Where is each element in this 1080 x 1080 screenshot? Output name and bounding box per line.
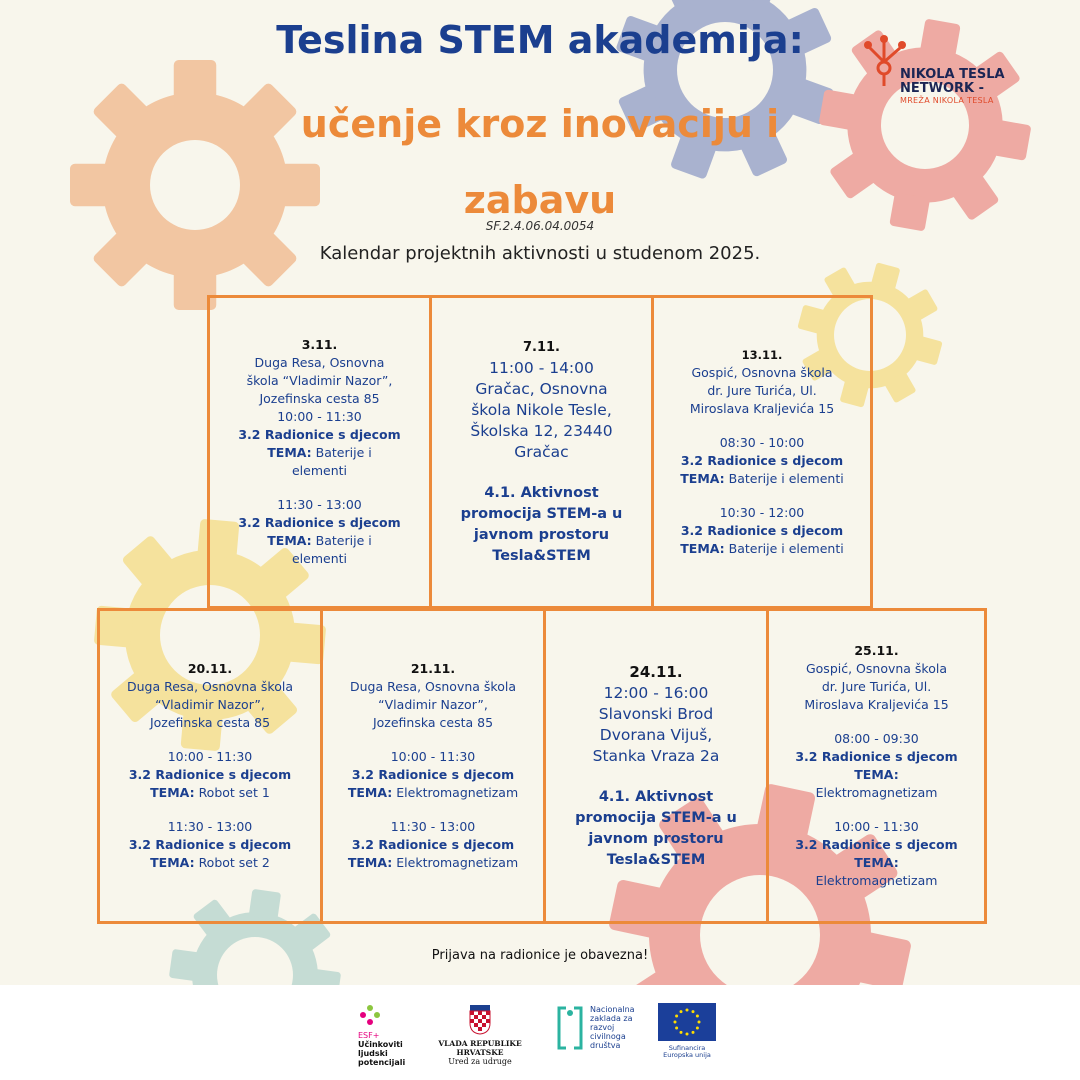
tema-label: TEMA: <box>267 533 312 548</box>
esf-text: ljudski <box>358 1049 388 1058</box>
eu-text: Europska unija <box>663 1051 711 1059</box>
tema-label: TEMA: <box>150 785 195 800</box>
nzrcd-text: društva <box>590 1041 621 1050</box>
event-activity: 3.2 Radionice s djecom <box>680 523 844 538</box>
event-activity: 3.2 Radionice s djecom <box>238 515 401 530</box>
eu-text: Sufinancira <box>668 1044 706 1052</box>
event-topic: Baterije i <box>315 445 372 460</box>
event-time: 08:30 - 10:00 <box>719 435 805 450</box>
event-location: Duga Resa, Osnovna škola <box>126 679 293 694</box>
event-location: škola “Vladimir Nazor”, <box>246 373 393 388</box>
event-location: Jozefinska cesta 85 <box>259 391 380 406</box>
event-location: Duga Resa, Osnovna škola <box>349 679 516 694</box>
event-date: 3.11. <box>301 337 338 352</box>
event-time: 08:00 - 09:30 <box>834 731 919 746</box>
event-topic: Elektromagnetizam <box>815 785 938 800</box>
event-location: Miroslava Kraljevića 15 <box>804 697 949 712</box>
event-topic: elementi <box>291 463 348 478</box>
event-location: Gračac, Osnovna <box>475 380 608 398</box>
logo-subtext: MREŽA NIKOLA TESLA <box>900 96 994 105</box>
registration-note: Prijava na radionice je obavezna! <box>431 948 649 963</box>
event-activity: 4.1. Aktivnost <box>598 788 714 805</box>
event-location: dr. Jure Turića, Ul. <box>707 383 817 398</box>
government-text: Ured za udruge <box>448 1057 512 1066</box>
event-topic: Baterije i elementi <box>728 541 844 556</box>
event-date: 20.11. <box>187 661 233 676</box>
event-location: Duga Resa, Osnovna <box>254 355 385 370</box>
event-activity: 3.2 Radionice s djecom <box>351 837 515 852</box>
esf-star-icon <box>358 1003 382 1027</box>
esf-text: potencijali <box>358 1058 406 1067</box>
event-cell-21-11 <box>320 608 546 924</box>
nzrcd-text: razvoj <box>590 1023 615 1032</box>
project-code: SF.2.4.06.04.0054 <box>485 219 595 233</box>
event-date: 7.11. <box>522 340 560 355</box>
event-location: Gospić, Osnovna škola <box>691 365 833 380</box>
event-activity: 3.2 Radionice s djecom <box>351 767 515 782</box>
nzrcd-text: civilnoga <box>590 1032 626 1041</box>
eu-flag-icon <box>658 1003 716 1041</box>
esf-logo <box>358 1003 418 1067</box>
event-activity: 4.1. Aktivnost <box>484 485 599 501</box>
event-location: škola Nikole Tesle, <box>471 401 612 419</box>
event-location: Slavonski Brod <box>598 704 714 723</box>
event-location: “Vladimir Nazor”, <box>155 697 265 712</box>
event-time: 10:30 - 12:00 <box>719 505 805 520</box>
event-date: 21.11. <box>410 661 456 676</box>
event-activity: 3.2 Radionice s djecom <box>128 837 292 852</box>
event-activity: promocija STEM-a u <box>575 809 737 826</box>
nzrcd-text: Nacionalna <box>590 1005 635 1014</box>
event-time: 10:00 - 11:30 <box>167 749 253 764</box>
tema-label: TEMA: <box>854 767 899 782</box>
event-activity: promocija STEM-a u <box>460 506 623 522</box>
event-activity: javnom prostoru <box>588 830 724 847</box>
event-date: 25.11. <box>854 643 899 658</box>
event-time: 12:00 - 16:00 <box>603 683 709 702</box>
event-topic: Baterije i <box>315 533 372 548</box>
event-cell-24-11 <box>543 608 769 924</box>
calendar-title: Kalendar projektnih aktivnosti u studenom 2025. <box>319 243 761 264</box>
event-activity: 3.2 Radionice s djecom <box>795 749 958 764</box>
tema-label: TEMA: <box>347 855 393 870</box>
event-location: Jozefinska cesta 85 <box>372 715 494 730</box>
event-location: Gospić, Osnovna škola <box>805 661 948 676</box>
event-activity: Tesla&STEM <box>606 851 706 868</box>
event-cell-7-11 <box>429 295 654 609</box>
event-topic: Robot set 1 <box>198 785 270 800</box>
event-time: 11:00 - 14:00 <box>489 359 594 377</box>
event-cell-13-11 <box>651 295 873 609</box>
event-topic: elementi <box>291 551 348 566</box>
page-subtitle: učenje kroz inovaciju i zabavu <box>300 102 780 222</box>
event-location: Gračac <box>514 443 569 461</box>
bracket-icon <box>556 1005 584 1051</box>
tema-label: TEMA: <box>680 471 725 486</box>
event-activity: 3.2 Radionice s djecom <box>128 767 292 782</box>
tema-label: TEMA: <box>347 785 393 800</box>
eu-logo <box>652 1003 722 1059</box>
esf-text: Učinkoviti <box>358 1040 403 1049</box>
event-topic: Elektromagnetizam <box>396 855 519 870</box>
logo-text: NIKOLA TESLA NETWORK - <box>900 67 1005 96</box>
event-time: 10:00 - 11:30 <box>277 409 362 424</box>
event-location: Školska 12, 23440 <box>470 422 613 440</box>
event-activity: Tesla&STEM <box>492 548 591 564</box>
event-time: 11:30 - 13:00 <box>167 819 253 834</box>
event-topic: Elektromagnetizam <box>396 785 519 800</box>
event-location: “Vladimir Nazor”, <box>378 697 488 712</box>
event-location: dr. Jure Turića, Ul. <box>821 679 932 694</box>
tema-label: TEMA: <box>854 855 899 870</box>
event-location: Jozefinska cesta 85 <box>149 715 271 730</box>
event-activity: javnom prostoru <box>473 527 610 543</box>
event-activity: 3.2 Radionice s djecom <box>795 837 958 852</box>
event-time: 11:30 - 13:00 <box>390 819 476 834</box>
event-activity: 3.2 Radionice s djecom <box>680 453 844 468</box>
event-time: 10:00 - 11:30 <box>390 749 476 764</box>
event-topic: Robot set 2 <box>198 855 270 870</box>
tema-label: TEMA: <box>150 855 195 870</box>
esf-label: ESF+ <box>358 1031 380 1040</box>
event-date: 24.11. <box>629 662 683 681</box>
footer-logos <box>0 985 1080 1080</box>
government-text: VLADA REPUBLIKE HRVATSKE <box>438 1039 522 1057</box>
event-cell-3-11 <box>207 295 432 609</box>
event-date: 13.11. <box>741 348 783 362</box>
event-topic: Baterije i elementi <box>728 471 844 486</box>
event-location: Miroslava Kraljevića 15 <box>689 401 835 416</box>
event-time: 11:30 - 13:00 <box>277 497 362 512</box>
nzrcd-text: zaklada za <box>590 1014 633 1023</box>
tema-label: TEMA: <box>680 541 725 556</box>
government-logo <box>418 1003 542 1066</box>
event-location: Stanka Vraza 2a <box>592 746 720 765</box>
tema-label: TEMA: <box>267 445 312 460</box>
event-cell-25-11 <box>766 608 987 924</box>
event-cell-20-11 <box>97 608 323 924</box>
croatian-coat-of-arms-icon <box>468 1003 492 1035</box>
event-topic: Elektromagnetizam <box>815 873 938 888</box>
event-activity: 3.2 Radionice s djecom <box>238 427 401 442</box>
event-location: Dvorana Vijuš, <box>599 725 713 744</box>
event-time: 10:00 - 11:30 <box>834 819 919 834</box>
page-title: Teslina STEM akademija: <box>276 18 804 62</box>
